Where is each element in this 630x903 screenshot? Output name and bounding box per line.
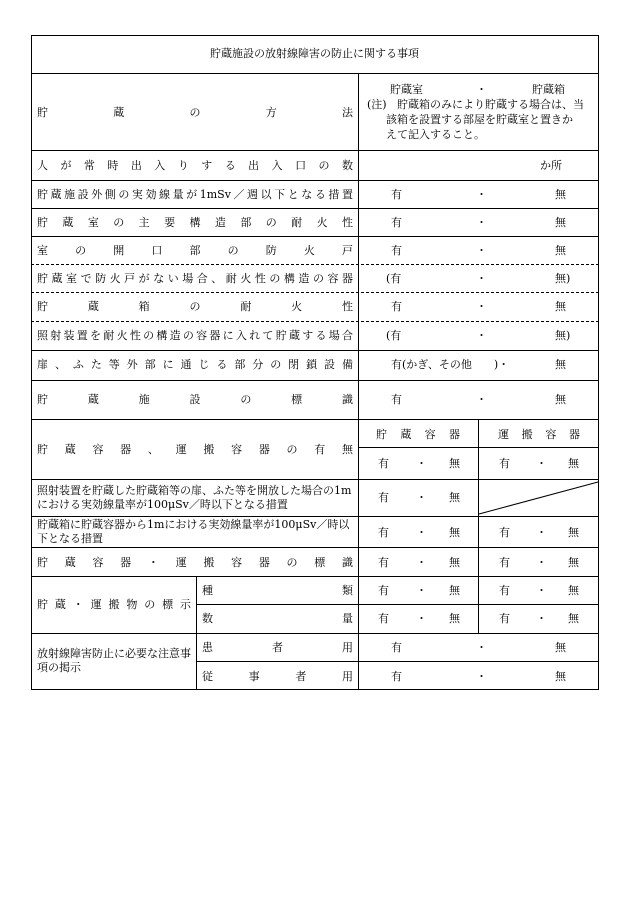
- answer-no: 無: [568, 526, 579, 539]
- answer-yes: 有: [391, 244, 402, 257]
- answer-dot: ・: [536, 584, 547, 597]
- answer-no: 無: [568, 556, 579, 569]
- answer-yes: 有: [499, 612, 510, 625]
- kind-label: 種類: [202, 584, 353, 597]
- option-separator: ・: [476, 83, 487, 96]
- answer-dot: ・: [416, 526, 427, 539]
- answer-no: 無: [555, 393, 566, 406]
- entrance-count-label: 人が常時出入りする出入口の数: [37, 159, 353, 172]
- answer-no: 無: [449, 584, 460, 597]
- note-line-2: 該箱を設置する部屋を貯蔵室と置きか: [386, 113, 573, 126]
- answer-dot: ・: [536, 556, 547, 569]
- answer-dot: ・: [416, 457, 427, 470]
- document-title: 貯蔵施設の放射線障害の防止に関する事項: [210, 47, 419, 60]
- answer-dot: ・: [476, 244, 487, 257]
- answer-no: 無: [555, 641, 566, 654]
- facility-sign-label: 貯蔵施設の標識: [37, 393, 353, 406]
- answer-yes: 有: [391, 300, 402, 313]
- answer-paren-no: 無): [555, 272, 571, 285]
- container-dose-label: 貯蔵箱に貯蔵容器から1mにおける実効線量率が100μSv／時以下となる措置: [37, 518, 350, 545]
- container-sign-label: 貯蔵容器・運搬容器の標識: [37, 556, 353, 569]
- note-line-3: えて記入すること。: [386, 128, 485, 141]
- answer-yes: 有: [378, 526, 389, 539]
- workers-label: 従事者用: [202, 670, 353, 683]
- answer-no: 無: [449, 526, 460, 539]
- entrance-count-unit: か所: [540, 159, 562, 172]
- answer-dot: ・: [536, 612, 547, 625]
- answer-yes: 有: [499, 584, 510, 597]
- opening-firedoor-label: 室の開口部の防火戸: [37, 244, 353, 257]
- item-display-label: 貯蔵・運搬物の標示: [37, 598, 191, 611]
- answer-yes: 有: [378, 491, 389, 504]
- note-mark: (注): [367, 98, 387, 111]
- quantity-label: 数量: [202, 612, 353, 625]
- answer-yes: 有: [378, 556, 389, 569]
- closure-label: 扉、ふた等外部に通じる部分の閉鎖設備: [37, 358, 353, 371]
- closure-answer: 有(かぎ、その他 )・: [391, 358, 510, 371]
- answer-dot: ・: [536, 457, 547, 470]
- answer-yes: 有: [499, 526, 510, 539]
- answer-no: 無: [555, 188, 566, 201]
- answer-yes: 有: [378, 584, 389, 597]
- answer-no: 無: [555, 216, 566, 229]
- option-storage-room: 貯蔵室: [390, 83, 423, 96]
- no-firedoor-container-label: 貯蔵室で防火戸がない場合、耐火性の構造の容器: [37, 272, 353, 285]
- containers-presence-label: 貯蔵容器、運搬容器の有無: [37, 443, 353, 456]
- answer-yes: 有: [499, 556, 510, 569]
- answer-no: 無: [555, 244, 566, 257]
- answer-no: 無: [568, 612, 579, 625]
- answer-no: 無: [568, 584, 579, 597]
- answer-dot: ・: [416, 584, 427, 597]
- answer-paren-yes: (有: [386, 329, 402, 342]
- answer-no: 無: [568, 457, 579, 470]
- answer-no: 無: [449, 612, 460, 625]
- answer-yes: 有: [391, 641, 402, 654]
- answer-no: 無: [449, 556, 460, 569]
- storage-method-label: 貯蔵の方法: [37, 106, 353, 119]
- answer-dot: ・: [416, 612, 427, 625]
- notice-label: 放射線障害防止に必要な注意事項の掲示: [37, 647, 191, 674]
- answer-paren-no: 無): [555, 329, 571, 342]
- patients-label: 患者用: [202, 641, 353, 654]
- option-storage-box: 貯蔵箱: [532, 83, 565, 96]
- answer-yes: 有: [391, 188, 402, 201]
- answer-no: 無: [555, 300, 566, 313]
- answer-no: 無: [555, 670, 566, 683]
- answer-dot: ・: [476, 393, 487, 406]
- answer-dot: ・: [476, 300, 487, 313]
- box-fireproof-label: 貯蔵箱の耐火性: [37, 300, 353, 313]
- answer-dot: ・: [476, 641, 487, 654]
- answer-no: 無: [449, 491, 460, 504]
- answer-dot: ・: [476, 670, 487, 683]
- answer-no: 無: [555, 358, 566, 371]
- answer-dot: ・: [416, 556, 427, 569]
- answer-paren-yes: (有: [386, 272, 402, 285]
- answer-yes: 有: [391, 216, 402, 229]
- col-transport-container: 運搬容器: [498, 428, 580, 441]
- answer-dot: ・: [416, 491, 427, 504]
- answer-yes: 有: [391, 393, 402, 406]
- answer-dot: ・: [536, 526, 547, 539]
- answer-yes: 有: [391, 670, 402, 683]
- answer-yes: 有: [499, 457, 510, 470]
- room-fireproof-label: 貯蔵室の主要構造部の耐火性: [37, 216, 353, 229]
- col-storage-container: 貯蔵容器: [376, 428, 460, 441]
- answer-no: 無: [449, 457, 460, 470]
- answer-dot: ・: [476, 216, 487, 229]
- answer-dot: ・: [476, 272, 487, 285]
- answer-dot: ・: [476, 188, 487, 201]
- outside-dose-label: 貯蔵施設外側の実効線量が1mSv／週以下となる措置: [37, 188, 353, 201]
- open-door-dose-label: 照射装置を貯蔵した貯蔵箱等の扉、ふた等を開放した場合の1mにおける実効線量率が100μSv／時以下となる措置: [37, 484, 352, 511]
- note-line-1: 貯蔵箱のみにより貯蔵する場合は、当: [397, 98, 584, 111]
- answer-dot: ・: [476, 329, 487, 342]
- answer-yes: 有: [378, 612, 389, 625]
- device-container-label: 照射装置を耐火性の構造の容器に入れて貯蔵する場合: [37, 329, 353, 342]
- answer-yes: 有: [378, 457, 389, 470]
